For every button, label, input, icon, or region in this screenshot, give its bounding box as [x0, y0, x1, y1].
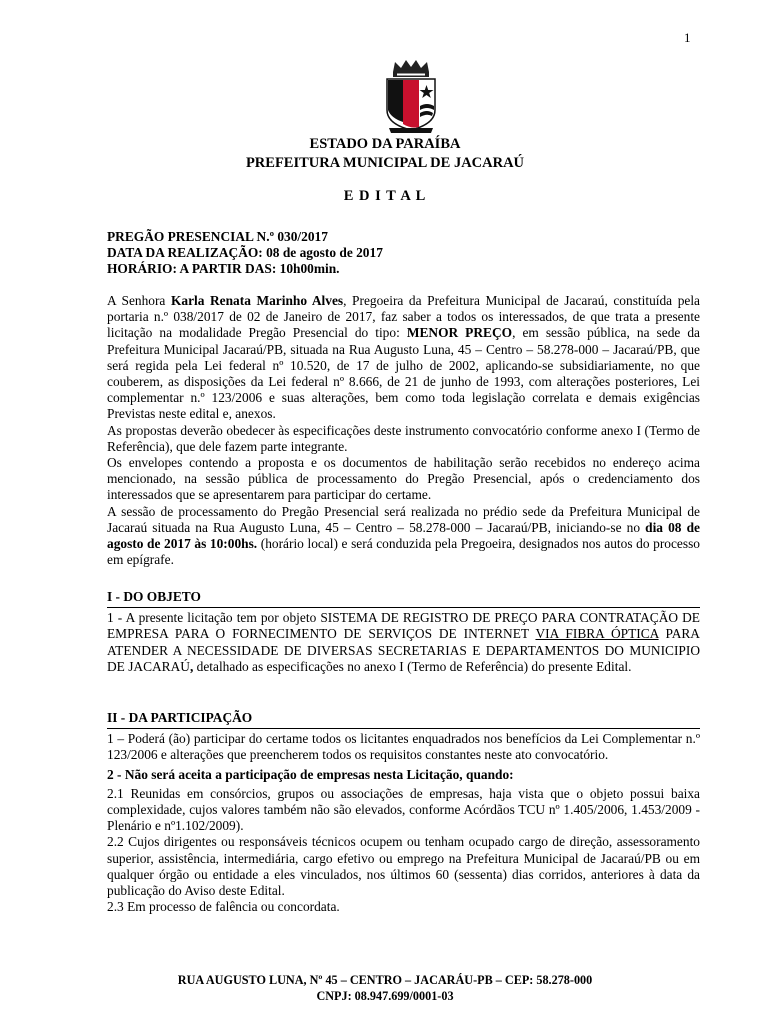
participation-item-1: 1 – Poderá (ão) participar do certame todos os licitantes enquadrados nos benefícios da Lei Complementar n.º 123/2006 e alterações que preencherem todos os requisitos constantes neste ato convocatório. — [107, 731, 700, 763]
page-number: 1 — [684, 30, 691, 45]
document-title: E D I T A L — [343, 188, 427, 204]
participation-item-2-3: 2.3 Em processo de falência ou concordata. — [107, 899, 340, 915]
participation-item-2-title: 2 - Não será aceita a participação de empresas nesta Licitação, quando: — [107, 766, 514, 782]
licitation-type: MENOR PREÇO — [406, 325, 513, 341]
pregoeira-name: Karla Renata Marinho Alves — [170, 293, 344, 308]
session-paragraph: A sessão de processamento do Pregão Presencial será realizada no prédio sede da Prefeitura Municipal de Jacaraú situada na Rua Augusto Luna, 45 – Centro – 58.278-000 – Jacaraú/PB, iniciando-se no dia 08 de agosto de 2017 às 10:00hs. (horário local) e será conduzida pela Pregoeira, designados nos autos do processo em epígrafe. — [107, 503, 700, 568]
fibra-optica-text: VIA FIBRA ÓPTICA — [535, 626, 659, 642]
section-objeto-title: I - DO OBJETO — [107, 589, 201, 604]
start-time: HORÁRIO: A PARTIR DAS: 10h00min. — [107, 261, 340, 277]
proposals-paragraph: As propostas deverão obedecer às especificações deste instrumento convocatório conforme anexo I (Termo de Referência), que dele fazem parte integrante. — [107, 422, 700, 454]
section-divider — [107, 607, 700, 608]
realization-date: DATA DA REALIZAÇÃO: 08 de agosto de 2017 — [107, 245, 383, 261]
participation-item-2-1: 2.1 Reunidas em consórcios, grupos ou associações de empresas, haja vista que o objeto possui baixa complexidade, cujos valores também não são elevados, conforme Acórdãos TCU nº 1.405/2006, 1.453/2009 - Plenário e nº1.102/2009). — [107, 785, 700, 834]
footer-address: RUA AUGUSTO LUNA, Nº 45 – CENTRO – JACARÁU-PB – CEP: 58.278-000 — [177, 973, 593, 987]
participation-item-2-2: 2.2 Cujos dirigentes ou responsáveis técnicos ocupem ou tenham ocupado cargo de direção, assessoramento superior, assistência, intermediária, cargo efetivo ou emprego na Prefeitura Municipal de Jacaraú/PB ou em qualquer órgão ou entidade a eles vinculados, nos últimos 60 (sessenta) dias corridos, anteriores à data da publicação do Aviso deste Edital. — [107, 834, 700, 899]
section-divider — [107, 728, 700, 729]
pregao-number: PREGÃO PRESENCIAL N.º 030/2017 — [107, 229, 328, 244]
section-objeto — [107, 589, 700, 675]
intro-paragraph: A Senhora Karla Renata Marinho Alves, Pregoeira da Prefeitura Municipal de Jacaraú, constituída pela portaria n.º 038/2017 de 02 de Janeiro de 2017, faz saber a todos os interessados, de que trata a presente licitação na modalidade Pregão Presencial do tipo: MENOR PREÇO, em sessão pública, na sede da Prefeitura Municipal Jacaraú/PB, situada na Rua Augusto Luna, 45 – Centro – 58.278-000 – Jacaraú/PB, que será regida pela Lei federal nº 10.520, de 17 de julho de 2002, aplicando-se subsidiariamente, no que couberem, as disposições da Lei federal nº 8.666, de 21 de junho de 1993, com alterações posteriores, Lei complementar n.º 123/2006 e suas alterações, bem como toda legislação correlata e demais exigências Previstas neste edital e, anexos. — [107, 293, 701, 422]
prefecture-heading: PREFEITURA MUNICIPAL DE JACARAÚ — [245, 155, 525, 171]
objeto-paragraph: 1 - A presente licitação tem por objeto SISTEMA DE REGISTRO DE PREÇO PARA CONTRATAÇÃO DE EMPRESA PARA O FORNECIMENTO DE SERVIÇOS DE INTERNET VIA FIBRA ÓPTICA PARA ATENDER A NECESSIDADE DE DIVERSAS SECRETARIAS E DEPARTAMENTOS DO MUNICIPIO DE JACARAÚ, detalhado as especificações no anexo I (Termo de Referência) do presente Edital. — [107, 610, 700, 674]
envelopes-paragraph: Os envelopes contendo a proposta e os documentos de habilitação serão recebidos no endereço acima mencionado, na sessão pública de processamento do Pregão Presencial, após o credenciamento dos interessados que se apresentarem para participar do certame. — [107, 455, 700, 503]
section-participacao — [107, 710, 700, 915]
municipal-coat-of-arms-icon — [381, 58, 441, 134]
edital-info — [107, 229, 700, 278]
intro-section — [107, 293, 700, 568]
footer-cnpj: CNPJ: 08.947.699/0001-03 — [316, 989, 454, 1003]
state-heading: ESTADO DA PARAÍBA — [309, 136, 461, 152]
session-date: dia 08 de agosto de 2017 às 10:00hs. — [107, 519, 700, 552]
section-participacao-title: II - DA PARTICIPAÇÃO — [107, 710, 253, 725]
